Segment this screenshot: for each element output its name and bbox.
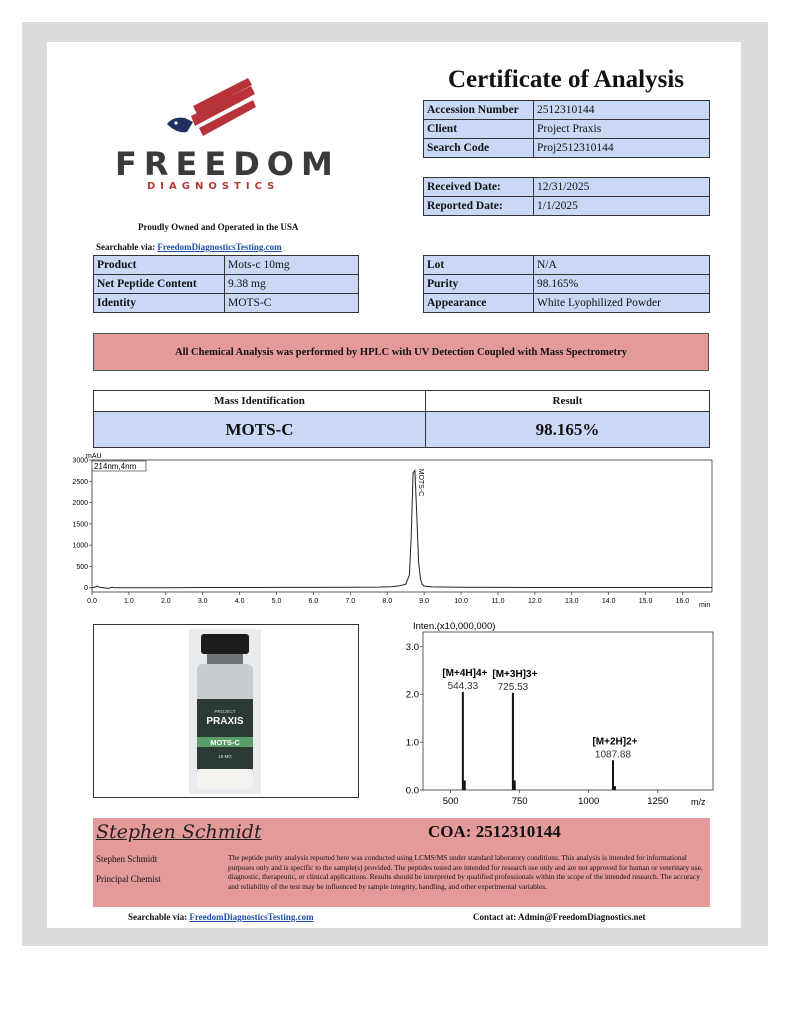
mass-identification-table	[93, 390, 710, 448]
accession-table	[423, 100, 710, 158]
hplc-x-tick-label: 12.0	[528, 598, 542, 605]
hplc-y-tick-label: 2500	[72, 478, 88, 486]
hplc-x-tick-label: 7.0	[345, 598, 356, 605]
ms-peak-mz-label: 544.33	[447, 680, 479, 692]
ms-peak-ion-label: [M+3H]3+	[492, 668, 538, 680]
hplc-x-tick-label: 8.0	[382, 598, 393, 605]
result-header-label: Result	[426, 391, 709, 412]
table-row	[424, 139, 710, 158]
ms-y-tick-label: 3.0	[405, 641, 419, 653]
hplc-x-tick-label: 14.0	[601, 598, 616, 605]
hplc-x-tick-label: 6.0	[308, 598, 319, 605]
appearance-value: White Lyophilized Powder	[534, 294, 710, 313]
searchable-line	[96, 242, 282, 252]
hplc-trace	[92, 468, 712, 589]
ms-peak-ion-label: [M+4H]4+	[442, 667, 488, 679]
hplc-x-tick-label: 9.0	[419, 598, 430, 605]
ms-peak-ion-label: [M+2H]2+	[592, 736, 638, 748]
hplc-x-tick-label: 0.0	[87, 598, 97, 605]
reported-date-value: 1/1/2025	[534, 197, 710, 216]
hplc-peak-label: MOTS-C	[416, 468, 424, 497]
product-label: Product	[94, 256, 225, 275]
mass-spectrum	[395, 618, 715, 810]
column-divider	[425, 391, 426, 447]
footer-contact: Contact at: Admin@FreedomDiagnostics.net	[473, 912, 646, 922]
hplc-y-tick-label: 1000	[72, 542, 88, 550]
ms-x-tick-label: 1000	[578, 796, 600, 807]
table-row	[94, 294, 359, 313]
page-title: Certificate of Analysis	[447, 66, 685, 93]
hplc-y-tick-label: 500	[76, 563, 88, 571]
signer-name: Stephen Schmidt	[96, 854, 158, 864]
footer-search	[128, 912, 314, 922]
purity-value: 98.165%	[534, 275, 710, 294]
hplc-x-unit: min	[699, 602, 711, 609]
footer-search-label: Searchable via:	[128, 912, 188, 922]
vial-photo-icon	[189, 629, 261, 794]
ms-x-tick-label: 500	[442, 796, 459, 807]
vial-dose: 10 MG	[218, 754, 232, 759]
hplc-ticks	[72, 458, 689, 606]
hplc-x-tick-label: 10.0	[454, 598, 468, 605]
hplc-x-tick-label: 13.0	[564, 598, 579, 605]
table-row	[424, 256, 710, 275]
ms-peak-mz-label: 725.53	[497, 681, 529, 693]
eagle-stripes-logo-icon	[163, 76, 258, 138]
ms-x-unit: m/z	[691, 797, 706, 807]
searchable-label: Searchable via:	[96, 242, 156, 252]
coa-number: COA: 2512310144	[428, 822, 561, 841]
hplc-x-tick-label: 11.0	[491, 598, 505, 605]
signature-script: Stephen Schmidt	[96, 821, 262, 843]
hplc-x-tick-label: 3.0	[197, 598, 208, 605]
signer-role: Principal Chemist	[96, 874, 161, 884]
hplc-chromatogram	[62, 452, 720, 614]
product-table	[93, 255, 359, 313]
ms-plot-frame	[423, 632, 713, 790]
ms-x-tick-label: 750	[511, 796, 528, 807]
ms-axes	[406, 632, 713, 807]
purity-label: Purity	[424, 275, 534, 294]
table-row	[94, 275, 359, 294]
ms-y-tick-label: 0.0	[405, 785, 419, 797]
lot-table	[423, 255, 710, 313]
table-row	[94, 256, 359, 275]
net-peptide-value: 9.38 mg	[225, 275, 359, 294]
hplc-x-tick-label: 5.0	[271, 598, 282, 605]
vial-brand-small: PROJECT	[214, 709, 236, 714]
table-row	[424, 275, 710, 294]
vial-product-name: MOTS-C	[210, 738, 240, 747]
accession-label: Accession Number	[424, 101, 534, 120]
hplc-y-tick-label: 0	[84, 585, 88, 593]
table-row	[424, 197, 710, 216]
hplc-x-tick-label: 1.0	[124, 598, 134, 605]
ms-peaks	[442, 668, 637, 790]
table-row	[424, 178, 710, 197]
hplc-legend: 214nm,4nm	[94, 462, 137, 471]
hplc-axes	[92, 460, 712, 592]
hplc-x-tick-label: 2.0	[160, 598, 171, 605]
owned-tagline: Proudly Owned and Operated in the USA	[138, 222, 299, 232]
hplc-y-unit: mAU	[86, 453, 102, 460]
received-date-value: 12/31/2025	[534, 178, 710, 197]
logo-wordmark: FREEDOM	[115, 145, 340, 183]
received-date-label: Received Date:	[424, 178, 534, 197]
hplc-y-tick-label: 1500	[72, 521, 88, 529]
product-photo-frame	[93, 624, 359, 798]
ms-x-tick-label: 1250	[647, 796, 669, 807]
logo-subtitle: DIAGNOSTICS	[147, 181, 280, 192]
lot-value: N/A	[534, 256, 710, 275]
hplc-plot-frame	[92, 460, 712, 592]
dates-table	[423, 177, 710, 216]
product-value: Mots-c 10mg	[225, 256, 359, 275]
ms-peak-mz-label: 1087.88	[594, 749, 632, 761]
table-row	[424, 120, 710, 139]
reported-date-label: Reported Date:	[424, 197, 534, 216]
identity-label: Identity	[94, 294, 225, 313]
identity-value: MOTS-C	[225, 294, 359, 313]
net-peptide-label: Net Peptide Content	[94, 275, 225, 294]
searchable-link[interactable]: FreedomDiagnosticsTesting.com	[157, 242, 282, 252]
table-row	[424, 294, 710, 313]
hplc-x-tick-label: 16.0	[675, 598, 690, 605]
ms-y-tick-label: 2.0	[405, 689, 419, 701]
vial-brand: PRAXIS	[206, 716, 244, 727]
mass-identification-value: MOTS-C	[94, 412, 425, 447]
client-value: Project Praxis	[534, 120, 710, 139]
ms-y-label: Inten.(x10,000,000)	[413, 621, 496, 632]
disclaimer-text: The peptide purity analysis reported here was conducted using LCMS/MS under standard laboratory conditions. This analysis is intended for informational purposes only and is specific to the sample(s) provided. The peptides tested are intended for research use only and are not approved for human or veterinary use, diagnostic, therapeutic, or clinical applications. Results should be interpreted by qualified professionals within the scope of the intended research. The accuracy and reliability of the test may be influenced by sample integrity, handling, and other experimental variables.	[228, 853, 703, 891]
mass-header-label: Mass Identification	[94, 391, 425, 412]
accession-value: 2512310144	[534, 101, 710, 120]
search-code-label: Search Code	[424, 139, 534, 158]
footer-search-link[interactable]: FreedomDiagnosticsTesting.com	[189, 912, 314, 922]
search-code-value: Proj2512310144	[534, 139, 710, 158]
hplc-y-tick-label: 3000	[72, 457, 88, 465]
hplc-y-tick-label: 2000	[72, 500, 88, 508]
ms-y-tick-label: 1.0	[405, 737, 419, 749]
table-row	[424, 101, 710, 120]
result-value: 98.165%	[426, 412, 709, 447]
method-banner: All Chemical Analysis was performed by HPLC with UV Detection Coupled with Mass Spectrometry	[93, 333, 709, 371]
client-label: Client	[424, 120, 534, 139]
hplc-x-tick-label: 4.0	[234, 598, 245, 605]
lot-label: Lot	[424, 256, 534, 275]
appearance-label: Appearance	[424, 294, 534, 313]
hplc-x-tick-label: 15.0	[638, 598, 653, 605]
